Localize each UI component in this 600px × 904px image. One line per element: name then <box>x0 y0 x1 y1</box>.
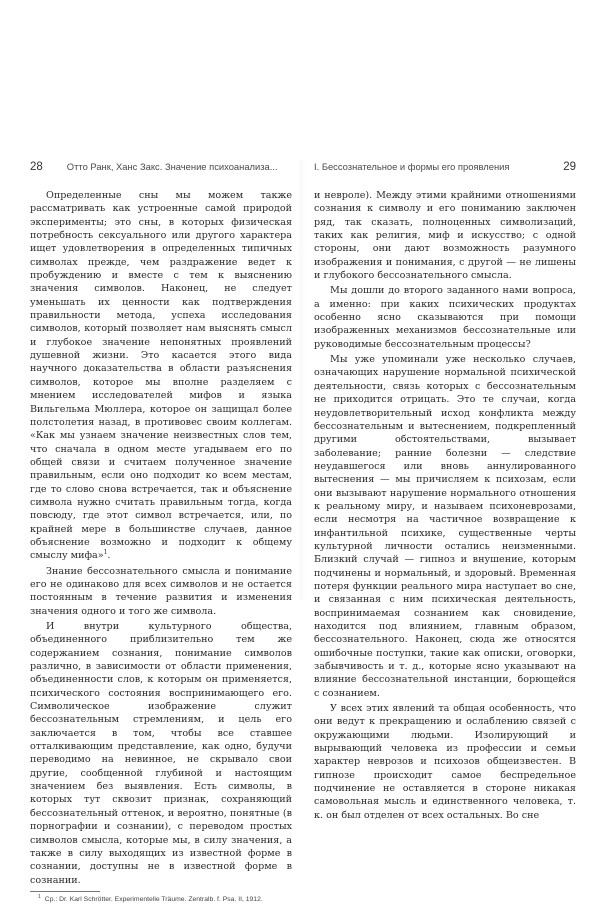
left-paragraph-1: Определенные сны мы можем также рассматривать как устроенные самой природой эксперименты; это сны, в которых физическая потребность сексуального или другого характера ищет удовлетворения в определенных типичных символах прежде, чем раздражение ведет к пробуждению и вместе с тем к выяснению значения символов. Наконец, не следует уменьшать их ценности как подтверждения правильности метода, успеха исследования символов, который позволяет нам выяснять смысл и глубокое значение непонятных проявлений душевной жизни. Это касается этого вида научного доказательства в области разъяснения символов, которое мы вполне разделяем с мнением исследователей мифов и языка Вильгельма Мюллера, которое он защищал более полстолетия назад, в противовес своим коллегам. «Как мы узнаем значение неизвестных слов тем, что сначала в одном месте угадываем его по общей связи и считаем полученное значение правильным, если оно подходит ко всем местам, где то слово снова встречается, так и объяснение символа нужно считать правильным тогда, когда повсюду, где этот символ встречается, или, по крайней мере в большинстве случаев, данное объяснение возможно и подходит к общему смыслу мифа»$^1$. <box>30 190 292 562</box>
left-page-number: 28 <box>30 161 43 173</box>
gutter-shadow <box>296 160 306 600</box>
footnote-divider <box>30 891 100 892</box>
right-running-head <box>314 160 576 174</box>
left-paragraph-3: И внутри культурного общества, объединенного приблизительно тем же содержанием сознания, понимание символов различно, в зависимости от области применения, объединенности слов, к которым он применяется, психического состояния воспринимающего его. Символическое изображение служит бессознательным стремлениям, и цель его заключается в том, чтобы все ставшее отталкивающим представление, как одно, будучи переводимо на невинное, не скрывало свои другие, сообщенной глубиной и настоящим значением без выявления. Есть символы, в которых тут сквозит признак, сохраняющий бессознательный оттенок, и вероятно, понятные (в порнографии и сознании), с переводом простых символов смысла, которые мы, в силу значения, а также в силу выходящих из известной форме в сознании, доступны не в известной форме в сознании. <box>30 621 292 886</box>
right-paragraph-4: У всех этих явлений та общая особенность, что они ведут к прекращению и ослаблению связей с окружающими людьми. Изолирующий и вырывающий человека из профессии и семьи характер неврозов и психозов общеизвестен. В гипнозе происходит самое беспредельное подчинение не оставляется в стороне никакая самовольная мысль и единственного человека, т. к. он был отделен от всех остальных. Во сне <box>314 703 576 821</box>
right-body-text <box>314 189 576 822</box>
right-running-title: I. Бессознательное и формы его проявления <box>314 161 510 172</box>
footnote <box>30 895 292 904</box>
right-page <box>314 160 576 822</box>
footnote-marker: 1 <box>38 893 41 900</box>
right-paragraph-3: Мы уже упоминали уже несколько случаев, означающих нарушение нормальной психической деятельности, связь которых с бессознательным не приходится отрицать. Это те случаи, когда неудовлетворительный исход конфликта между бессознательным и вытеснением, подкрепленный другими обстоятельствами, вызывает заболевание; ранние болезни — следствие неудавшегося или вновь аннулированного вытеснения — мы причисляем к психозам, если они вызывают нарушение нормального отношения к реальному миру, и называем психоневрозами, если несмотря на частичное возвращение к инфантильной психике, существенные черты культурной личности остались неизменными. Близкий случай — гипноз и внушение, которым подчинены и нормальный, и здоровый. Временная потеря функции реального мира наступает во сне, и связанная с ним психическая деятельность, воспринимаемая сознанием как сновидение, находится под влиянием, главным образом, бессознательного. Наконец, сюда же относятся ошибочные поступки, такие как описки, оговорки, забывчивость и т. д., которые ясно указывают на влияние бессознательной инстанции, борющейся с сознанием. <box>314 354 576 699</box>
footnote-reference: 1 <box>103 549 108 557</box>
right-paragraph-1: и невроле). Между этими крайними отношениями сознания к символу и его пониманию заключен ряд, так сказать, полноценных символизаций, таких как религия, миф и искусство; с одной стороны, они дают возможность разумного изображения и понимания, с другой — не лишены и глубокого бессознательного смысла. <box>314 190 576 282</box>
left-body-text <box>30 189 292 887</box>
left-page <box>30 160 292 904</box>
left-paragraph-2: Знание бессознательного смысла и понимание его не одинаково для всех символов и не остается постоянным в течение развития и изменения значения одного и того же символа. <box>30 565 292 617</box>
left-running-title: Отто Ранк, Ханс Закс. Значение психоанализа... <box>66 161 278 172</box>
right-page-number: 29 <box>563 161 576 173</box>
left-paragraph-1-text: Определенные сны мы можем также рассматривать как устроенные самой природой эксперименты; это сны, в которых физическая потребность сексуального или другого характера ищет удовлетворения в определенных типичных символах прежде, чем раздражение ведет к пробуждению и вместе с тем к выяснению значения символов. Наконец, не следует уменьшать их ценности как подтверждения правильности метода, успеха исследования символов, который позволяет нам выяснять смысл и глубокое значение непонятных проявлений душевной жизни. Это касается этого вида научного доказательства в области разъяснения символов, которое мы вполне разделяем с мнением исследователей мифов и языка Вильгельма Мюллера, которое он защищал более полстолетия назад, в противовес своим коллегам. «Как мы узнаем значение неизвестных слов тем, что сначала в одном месте угадываем его по общей связи и считаем полученное значение правильным, если оно подходит ко всем местам, где то слово снова встречается, так и объяснение символа нужно считать правильным тогда, когда повсюду, где этот символ встречается, или, по крайней мере в большинстве случаев, данное объяснение возможно и подходит к общему смыслу мифа» <box>30 190 292 562</box>
left-running-head <box>30 160 292 174</box>
footnote-text: Ср.: Dr. Karl Schrötter. Experimentelle Träume. Zentralb. f. Psa. II, 1912. <box>44 895 263 903</box>
right-paragraph-2: Мы дошли до второго заданного нами вопроса, а именно: при каких психических продуктах особенно ясно сказываются при помощи изображенных механизмов бессознательные или руководимые бессознательным процессы? <box>314 285 576 350</box>
